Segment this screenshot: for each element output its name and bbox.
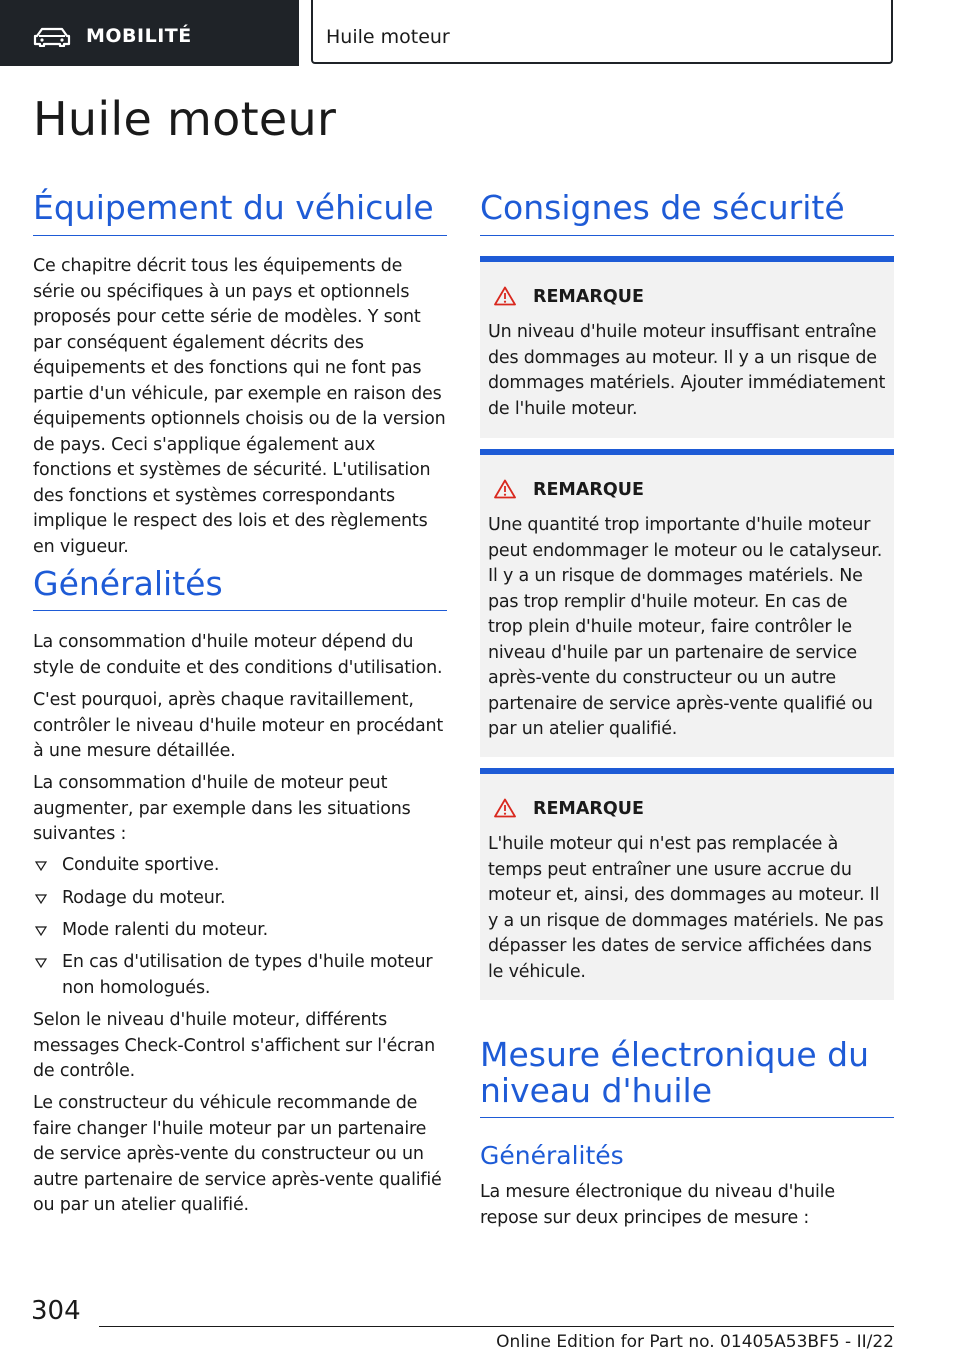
list-item (33, 950, 447, 1001)
equipment-paragraph: Ce chapitre décrit tous les équipements de série ou spécifiques à un pays et optionnels proposés pour cette série de modèles. Y sont par conséquent également décrits des équipements et des fonctions qui ne font pas partie d'un véhicule, par exemple en raison des équipements optionnels choisis ou de la version de pays. Ceci s'applique également aux fonctions et systèmes de sécurité. L'utilisation des fonctions et systèmes correspondants implique le respect des lois et des règlements en vigueur. (33, 256, 446, 557)
list-item (33, 918, 447, 944)
notice-box (480, 256, 894, 438)
triangle-bullet-icon (35, 958, 47, 968)
electronic-heading-rule (480, 1117, 894, 1118)
equipment-heading-rule (33, 235, 447, 236)
triangle-bullet-icon (35, 926, 47, 936)
notice-box (480, 449, 894, 757)
electronic-heading-line-1: Mesure électronique du (480, 1035, 870, 1074)
general-paragraph-1: La consommation d'huile moteur dépend du style de conduite et des conditions d'utilisation. (33, 632, 443, 678)
list-item-text: Mode ralenti du moteur. (62, 920, 268, 940)
general-paragraph-4: Selon le niveau d'huile moteur, différents messages Check-Control s'affichent sur l'écran de contrôle. (33, 1010, 435, 1081)
safety-heading: Consignes de sécurité (480, 188, 845, 227)
page-title: Huile moteur (33, 92, 337, 146)
safety-heading-rule (480, 235, 894, 236)
electronic-paragraph: La mesure électronique du niveau d'huile repose sur deux principes de mesure : (480, 1182, 835, 1228)
notice-label: REMARQUE (533, 480, 644, 500)
page-number: 304 (31, 1296, 81, 1326)
footer-edition: Online Edition for Part no. 01405A53BF5 - II/22 (496, 1332, 894, 1352)
list-item-text: En cas d'utilisation de types d'huile moteur non homologués. (62, 952, 433, 998)
notice-text: L'huile moteur qui n'est pas remplacée à temps peut entraîner une usure accrue du moteur et, ainsi, des dommages au moteur. Il y a un risque de dommages matériels. Ne pas dépasser les dates de service affichées dans le véhicule. (488, 834, 884, 982)
header-topic-label: Huile moteur (326, 26, 450, 48)
notice-label: REMARQUE (533, 799, 644, 819)
triangle-bullet-icon (35, 861, 47, 871)
section-header (0, 0, 299, 66)
list-item-text: Conduite sportive. (62, 855, 220, 875)
header-topic-box (311, 0, 893, 64)
notice-text: Une quantité trop importante d'huile moteur peut endommager le moteur ou le catalyseur. Il y a un risque de dommages matériels. Ne pas trop remplir d'huile moteur. En cas de trop plein d'huile moteur, faire contrôler le niveau d'huile par un partenaire de service après-vente du constructeur ou un autre partenaire de service après-vente qualifié ou par un atelier qualifié. (488, 515, 883, 739)
warning-triangle-icon (494, 479, 516, 499)
header-section-label: MOBILITÉ (86, 25, 192, 47)
list-item (33, 853, 447, 879)
car-icon (33, 27, 71, 47)
general-heading-rule (33, 610, 447, 611)
triangle-bullet-icon (35, 894, 47, 904)
equipment-heading: Équipement du véhicule (33, 188, 434, 227)
warning-triangle-icon (494, 798, 516, 818)
notice-box (480, 768, 894, 1000)
general-paragraph-5: Le constructeur du véhicule recommande de faire changer l'huile moteur par un partenaire de service après-vente du constructeur ou un autre partenaire de service après-vente qualifié ou par un atelier qualifié. (33, 1093, 442, 1215)
notice-text: Un niveau d'huile moteur insuffisant entraîne des dommages au moteur. Il y a un risque de dommages matériels. Ajouter immédiatement de l'huile moteur. (488, 322, 886, 419)
warning-triangle-icon (494, 286, 516, 306)
list-item-text: Rodage du moteur. (62, 888, 226, 908)
electronic-subheading: Généralités (480, 1141, 624, 1170)
list-item (33, 886, 447, 912)
general-paragraph-3: La consommation d'huile de moteur peut augmenter, par exemple dans les situations suivantes : (33, 773, 411, 844)
electronic-heading-line-2: niveau d'huile (480, 1071, 713, 1110)
footer-rule (99, 1326, 894, 1327)
general-paragraph-2: C'est pourquoi, après chaque ravitaillement, contrôler le niveau d'huile moteur en procédant à une mesure détaillée. (33, 690, 444, 761)
notice-label: REMARQUE (533, 287, 644, 307)
general-heading: Généralités (33, 564, 223, 603)
